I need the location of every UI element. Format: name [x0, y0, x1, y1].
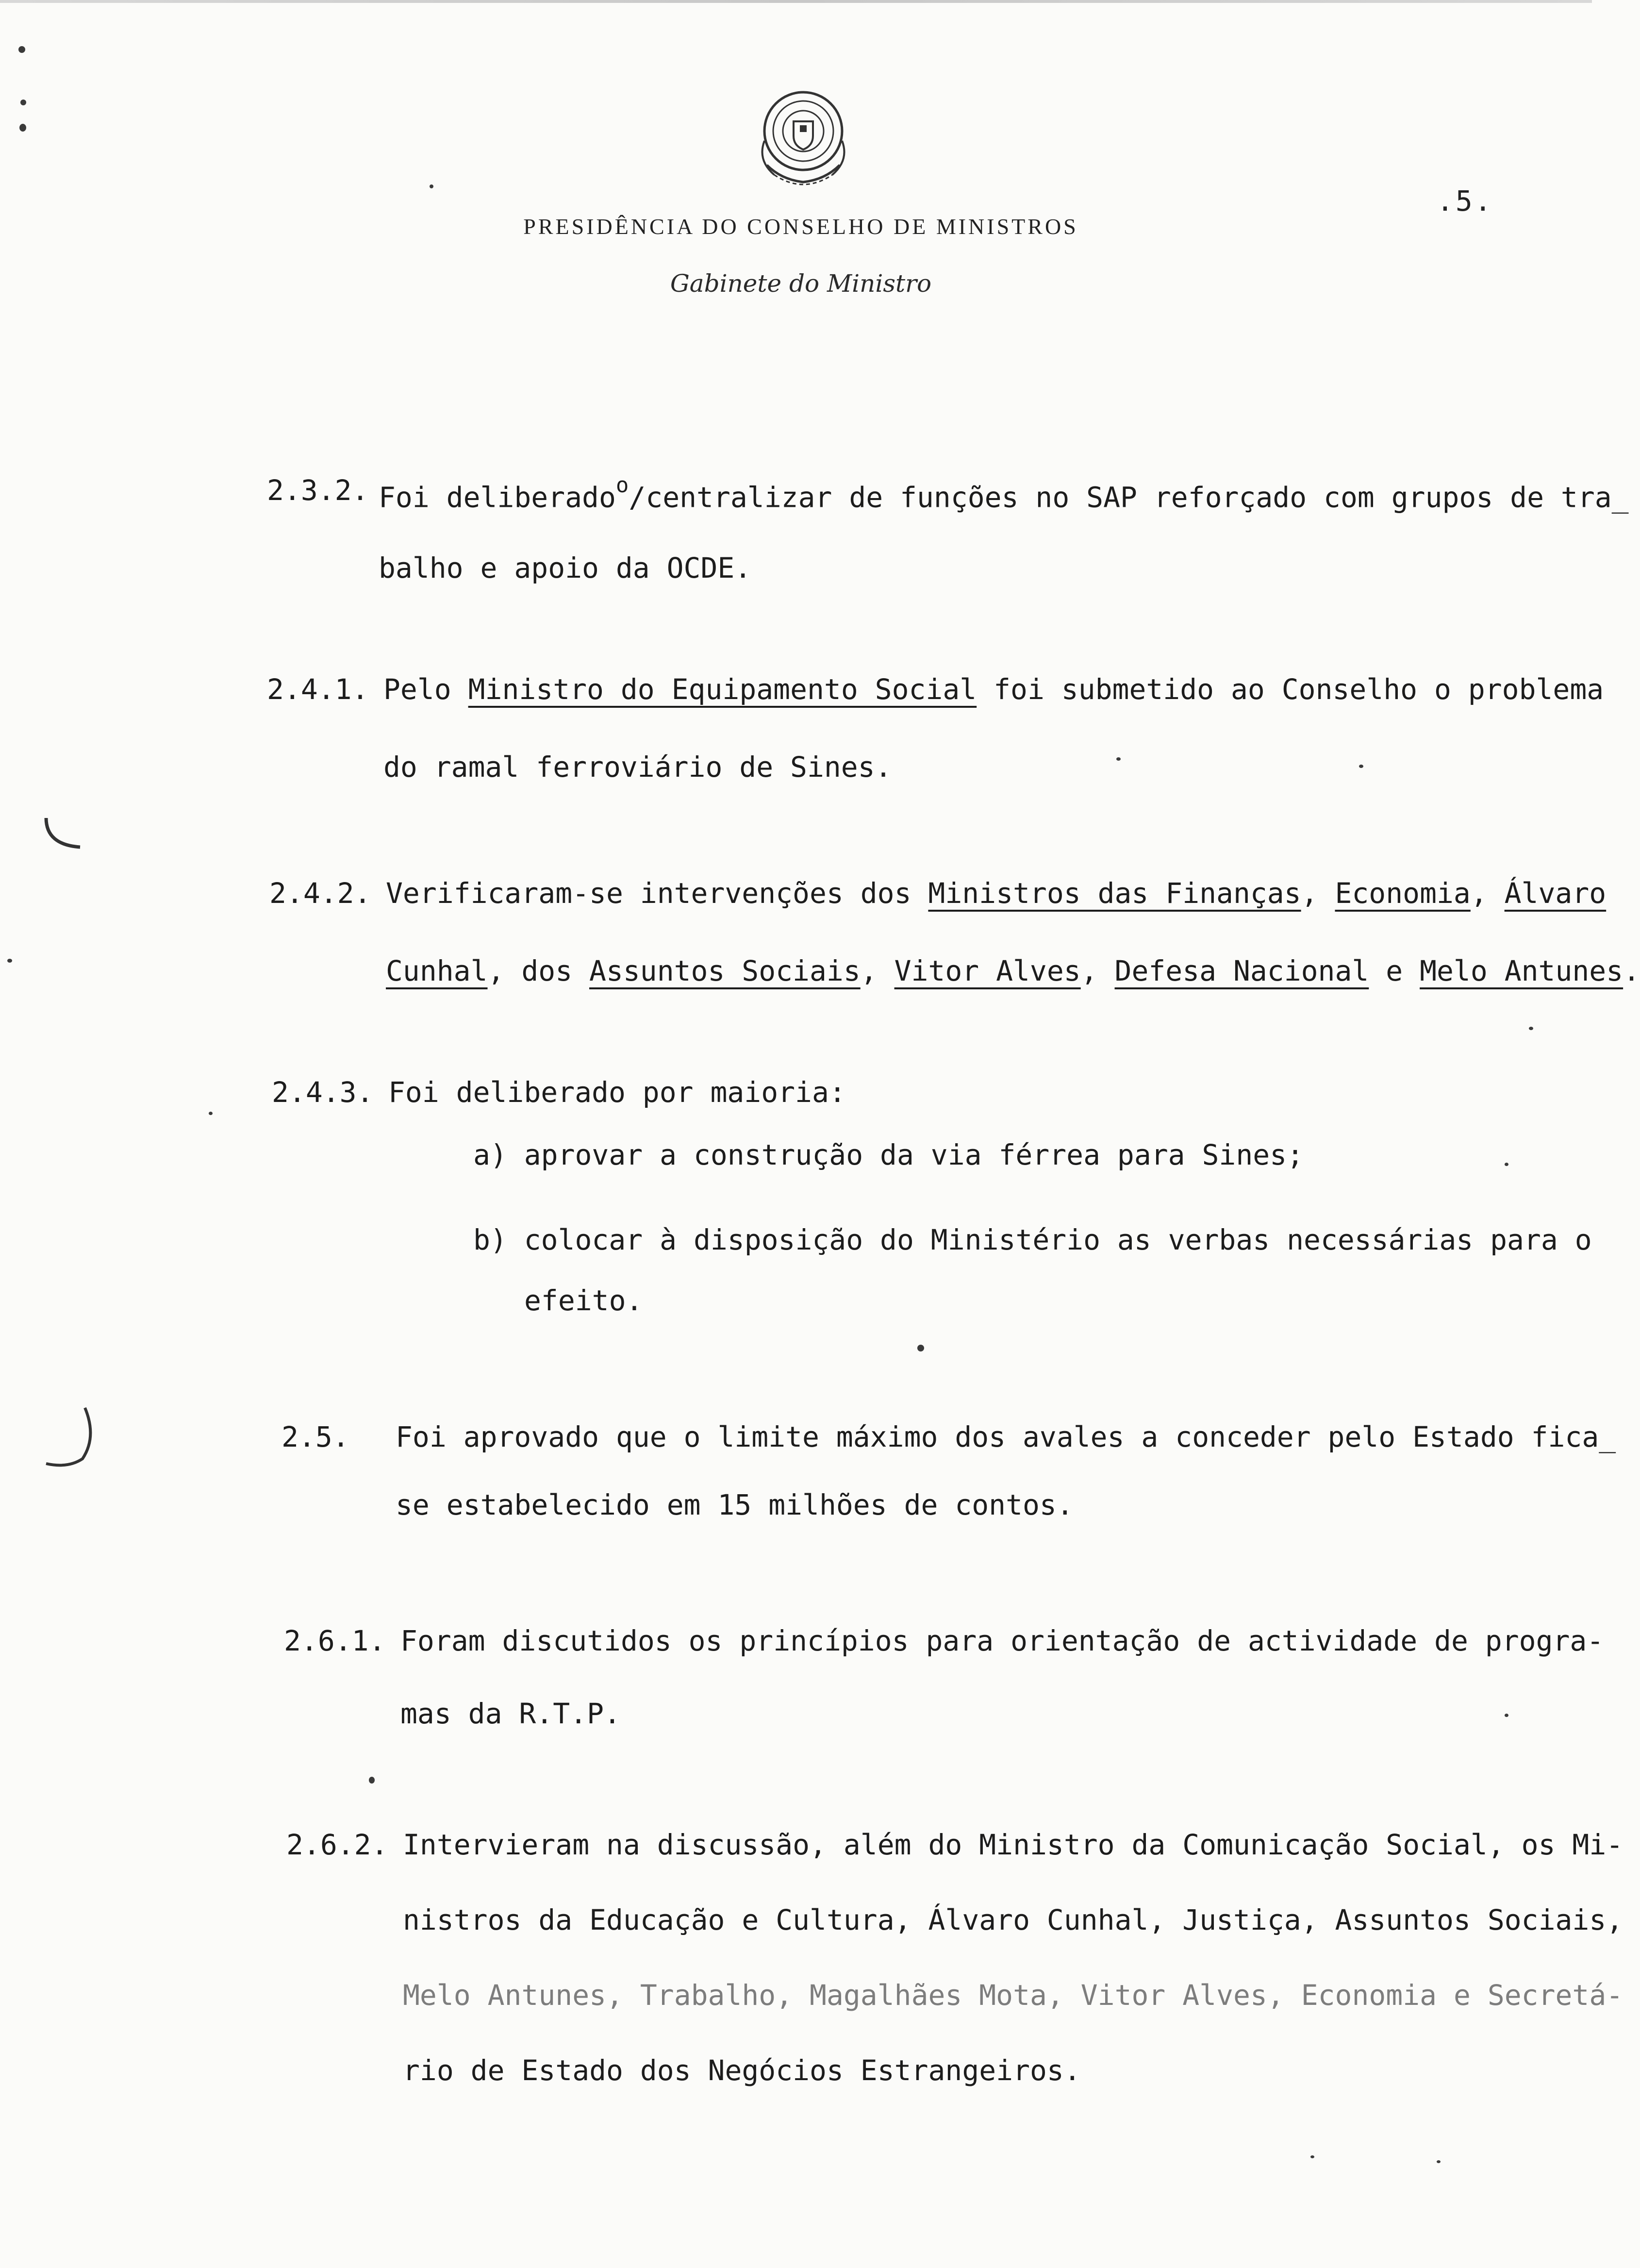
- paragraph-line: [400, 1602, 1604, 1680]
- scan-speck: [369, 1777, 375, 1784]
- scan-speck: [1505, 1714, 1508, 1717]
- text-segment: do ramal ferroviário de Sines.: [383, 750, 892, 784]
- paragraph-number: 2.4.1.: [267, 673, 369, 706]
- top-edge-line: [0, 0, 1592, 3]
- text-segment: , dos: [487, 954, 590, 987]
- coat-of-arms-icon: [747, 83, 859, 199]
- scan-speck: [209, 1112, 213, 1115]
- paragraph-line: [386, 854, 1606, 932]
- ministry-name: PRESIDÊNCIA DO CONSELHO DE MINISTROS: [523, 214, 1078, 239]
- paragraph-line: [403, 2032, 1081, 2109]
- text-segment: ,: [1080, 954, 1115, 987]
- scan-speck: [1310, 2155, 1314, 2158]
- scan-speck: [1116, 757, 1121, 761]
- margin-punch-mark: [41, 1398, 95, 1476]
- underlined-text: Assuntos Sociais: [589, 954, 861, 987]
- list-item-a: a) aprovar a construção da via férrea para Sines;: [473, 1138, 1304, 1171]
- scan-speck: [19, 124, 26, 132]
- text-segment: Melo Antunes, Trabalho, Magalhães Mota, Vitor Alves, Economia e Secretá-: [403, 1979, 1623, 2012]
- scan-speck: [18, 46, 25, 53]
- text-segment: foi submetido ao Conselho o problema: [977, 673, 1604, 706]
- scan-speck: [1437, 2160, 1441, 2163]
- paragraph-line: [379, 451, 1629, 536]
- text-segment: Intervieram na discussão, além do Ministro da Comunicação Social, os Mi-: [403, 1828, 1623, 1861]
- underlined-text: Álvaro: [1504, 877, 1607, 910]
- paragraph-line: [383, 728, 892, 806]
- scan-speck: [20, 100, 26, 105]
- paragraph-number: 2.6.1.: [284, 1624, 386, 1657]
- scan-speck: [1505, 1163, 1508, 1166]
- underlined-text: Ministro do Equipamento Social: [468, 673, 977, 706]
- margin-punch-mark: [41, 816, 95, 859]
- text-segment: ,: [1470, 877, 1505, 910]
- paragraph-line: [396, 1466, 1074, 1544]
- scan-speck: [917, 1345, 924, 1351]
- paragraph-line: [400, 1675, 621, 1752]
- text-segment: .: [1623, 954, 1640, 987]
- paragraph-line: [386, 932, 1640, 1010]
- underlined-text: Ministros das Finanças: [928, 877, 1301, 910]
- text-segment: ,: [1301, 877, 1335, 910]
- paragraph-line: [403, 1881, 1623, 1959]
- scan-speck: [1359, 765, 1363, 768]
- text-segment: mas da R.T.P.: [400, 1697, 621, 1730]
- text-segment: e: [1369, 954, 1420, 987]
- text-segment: /centralizar de funções no SAP reforçado com grupos de tra_: [629, 481, 1629, 514]
- handwritten-insertion: o: [615, 473, 629, 498]
- paragraph-number: 2.4.2.: [269, 877, 371, 910]
- list-item-b-continuation: efeito.: [524, 1284, 643, 1317]
- underlined-text: Economia: [1335, 877, 1471, 910]
- text-segment: Pelo: [383, 673, 468, 706]
- text-segment: Verificaram-se intervenções dos: [386, 877, 928, 910]
- text-segment: se estabelecido em 15 milhões de contos.: [396, 1488, 1074, 1521]
- scan-speck: [430, 184, 433, 188]
- paragraph-line: [396, 1398, 1616, 1476]
- paragraph-number: 2.4.3.: [272, 1076, 374, 1109]
- text-segment: Foi aprovado que o limite máximo dos avales a conceder pelo Estado fica_: [396, 1420, 1616, 1453]
- list-item-b: b) colocar à disposição do Ministério as verbas necessárias para o: [473, 1223, 1592, 1256]
- paragraph-line: [383, 650, 1604, 728]
- text-segment: Foi deliberado por maioria:: [388, 1076, 846, 1109]
- letterhead: [437, 83, 1165, 311]
- text-segment: balho e apoio da OCDE.: [379, 551, 752, 584]
- paragraph-number: 2.6.2.: [286, 1828, 388, 1861]
- paragraph-line: [388, 1053, 846, 1131]
- text-segment: ,: [860, 954, 895, 987]
- text-segment: Foi deliberado: [379, 481, 616, 514]
- cabinet-name: Gabinete do Ministro: [670, 269, 932, 298]
- paragraph-number: 2.5.: [282, 1420, 349, 1453]
- text-segment: Foram discutidos os princípios para orientação de actividade de progra-: [400, 1624, 1604, 1657]
- paragraph-line: [403, 1806, 1623, 1884]
- paragraph-line-faded: [403, 1956, 1623, 2034]
- paragraph-number: 2.3.2.: [267, 474, 369, 507]
- underlined-text: Vitor Alves: [894, 954, 1081, 987]
- scan-speck: [7, 959, 12, 963]
- paragraph-line: [379, 529, 751, 607]
- underlined-text: Cunhal: [386, 954, 488, 987]
- text-segment: nistros da Educação e Cultura, Álvaro Cunhal, Justiça, Assuntos Sociais,: [403, 1903, 1623, 1936]
- text-segment: rio de Estado dos Negócios Estrangeiros.: [403, 2054, 1081, 2087]
- page-number: .5.: [1437, 184, 1493, 217]
- underlined-text: Defesa Nacional: [1114, 954, 1369, 987]
- underlined-text: Melo Antunes: [1420, 954, 1623, 987]
- scan-speck: [1529, 1027, 1533, 1030]
